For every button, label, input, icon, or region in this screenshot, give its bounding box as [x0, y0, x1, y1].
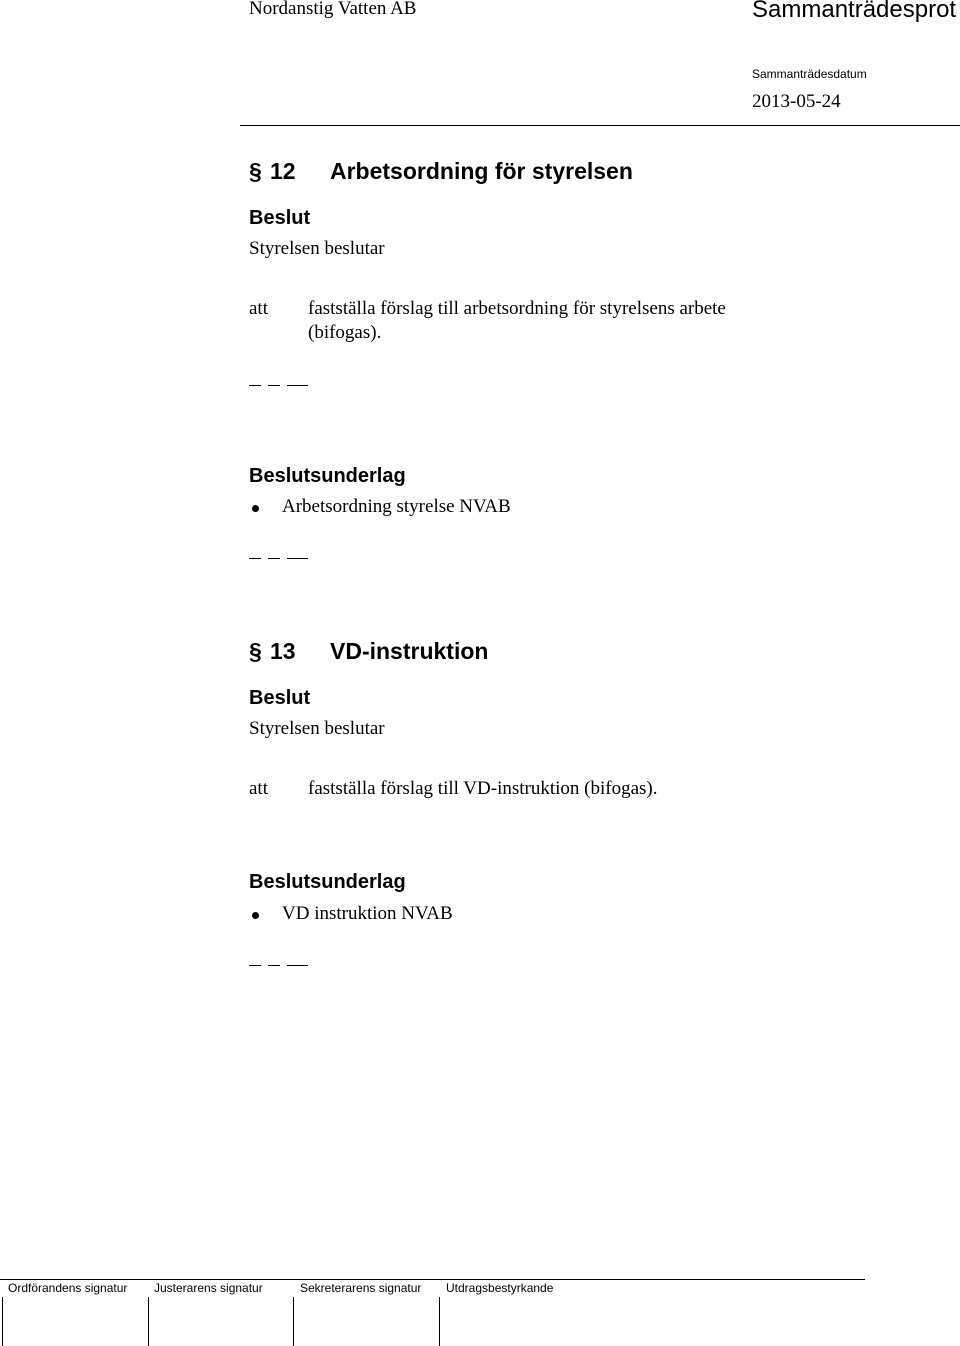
footer-divider: [0, 1279, 865, 1280]
section-13-decision-intro: Styrelsen beslutar: [249, 718, 385, 739]
adjuster-signature-label: Justerarens signatur: [154, 1281, 263, 1295]
bullet-icon: [252, 912, 259, 919]
section-12-att-label: att: [249, 298, 268, 319]
extract-certification-label: Utdragsbestyrkande: [446, 1281, 554, 1295]
section-12-att-text-line1: fastställa förslag till arbetsordning för styrelsens arbete: [308, 298, 726, 319]
section-13-att-text-line1: fastställa förslag till VD-instruktion (bifogas).: [308, 778, 658, 799]
signature-box-divider: [439, 1297, 440, 1346]
bullet-icon: [252, 505, 259, 512]
section-12-decision-heading: Beslut: [249, 207, 311, 229]
section-13-basis-item: VD instruktion NVAB: [282, 903, 453, 924]
section-13-number: 13: [270, 638, 296, 664]
section-12-symbol: §: [249, 158, 262, 184]
signature-box-divider: [2, 1297, 3, 1346]
signature-box-divider: [148, 1297, 149, 1346]
section-12-att-text-line2: (bifogas).: [308, 322, 382, 343]
section-13-att-label: att: [249, 778, 268, 799]
section-12-title: Arbetsordning för styrelsen: [330, 158, 633, 184]
section-12-number: 12: [270, 158, 296, 184]
section-13-symbol: §: [249, 638, 262, 664]
section-12-basis-item: Arbetsordning styrelse NVAB: [282, 496, 511, 517]
meeting-date-label: Sammanträdesdatum: [752, 67, 867, 81]
signature-box-divider: [293, 1297, 294, 1346]
header-divider: [240, 125, 960, 126]
section-13-title: VD-instruktion: [330, 638, 489, 664]
section-12-decision-intro: Styrelsen beslutar: [249, 238, 385, 259]
meeting-date-value: 2013-05-24: [752, 91, 841, 112]
document-title: Sammanträdesprot: [752, 0, 957, 23]
section-12-basis-heading: Beslutsunderlag: [249, 465, 406, 487]
secretary-signature-label: Sekreterarens signatur: [300, 1281, 422, 1295]
section-13-decision-heading: Beslut: [249, 687, 311, 709]
section-13-basis-heading: Beslutsunderlag: [249, 871, 406, 893]
organization-name: Nordanstig Vatten AB: [249, 0, 417, 19]
chair-signature-label: Ordförandens signatur: [8, 1281, 128, 1295]
